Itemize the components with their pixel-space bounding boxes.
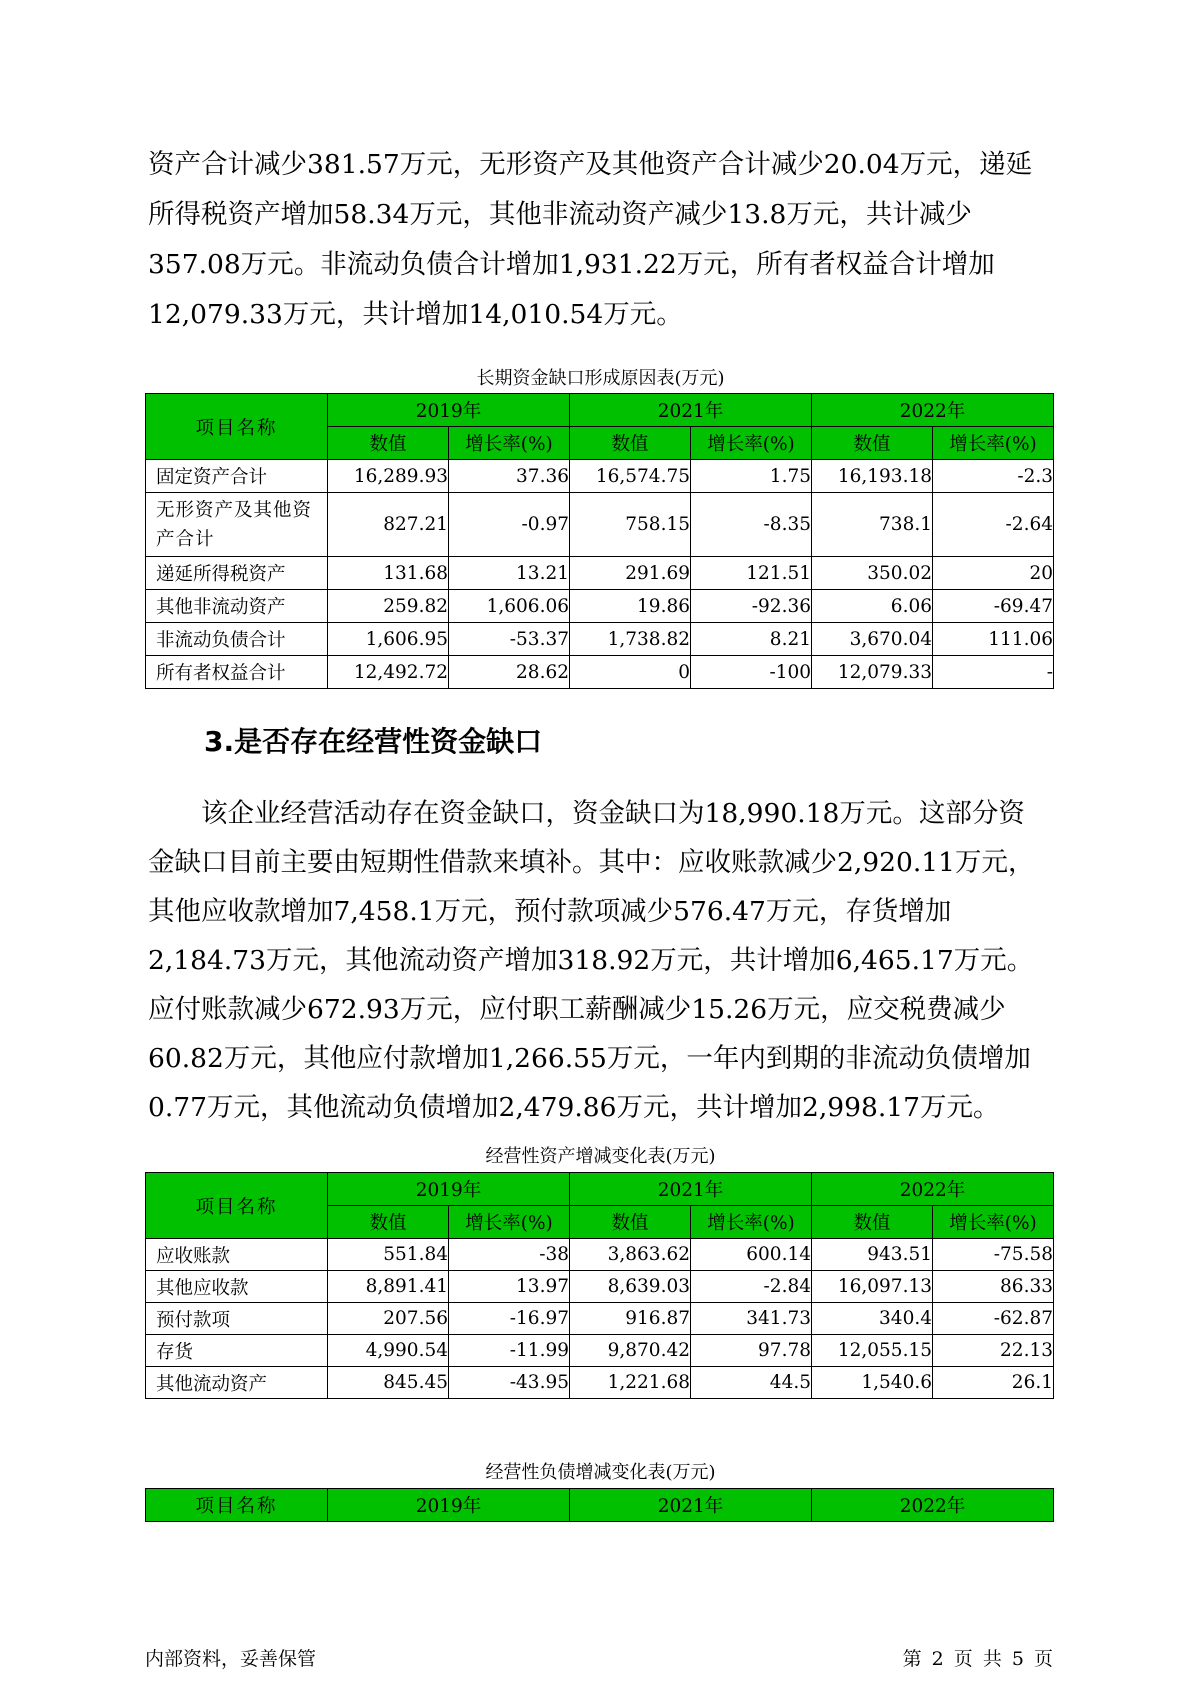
- value-cell: 350.02: [812, 557, 933, 590]
- growth-rate-header: 增长率(%): [449, 427, 570, 460]
- growth-rate-cell: -62.87: [933, 1303, 1054, 1335]
- growth-rate-cell: -16.97: [449, 1303, 570, 1335]
- growth-rate-cell: 37.36: [449, 460, 570, 493]
- row-item-name: 预付款项: [146, 1303, 328, 1335]
- body-line: 0.77万元，其他流动负债增加2,479.86万元，共计增加2,998.17万元。: [148, 1092, 1000, 1123]
- table2-caption: 经营性资产增减变化表(万元): [485, 1146, 716, 1167]
- growth-rate-cell: 97.78: [691, 1335, 812, 1367]
- growth-rate-cell: 20: [933, 557, 1054, 590]
- value-cell: 19.86: [570, 590, 691, 623]
- item-name-header: 项目名称: [146, 1173, 328, 1239]
- growth-rate-cell: 111.06: [933, 623, 1054, 656]
- year-header: 2022年: [812, 1489, 1054, 1522]
- table-row: [146, 1239, 1054, 1271]
- value-cell: 207.56: [328, 1303, 449, 1335]
- year-header: 2022年: [812, 394, 1054, 427]
- body-line: 金缺口目前主要由短期性借款来填补。其中：应收账款减少2,920.11万元，: [148, 847, 1035, 878]
- table-row: [146, 1303, 1054, 1335]
- table1-caption: 长期资金缺口形成原因表(万元): [476, 368, 725, 389]
- value-cell: 16,289.93: [328, 460, 449, 493]
- growth-rate-cell: -100: [691, 656, 812, 689]
- value-cell: 8,639.03: [570, 1271, 691, 1303]
- table-row: [146, 493, 1054, 557]
- growth-rate-cell: -2.64: [933, 493, 1054, 557]
- value-cell: 16,097.13: [812, 1271, 933, 1303]
- body-line: 该企业经营活动存在资金缺口，资金缺口为18,990.18万元。这部分资: [148, 798, 1025, 829]
- growth-rate-cell: 1,606.06: [449, 590, 570, 623]
- value-cell: 1,738.82: [570, 623, 691, 656]
- row-item-name: 存货: [146, 1335, 328, 1367]
- growth-rate-cell: 1.75: [691, 460, 812, 493]
- section-heading: 3.是否存在经营性资金缺口: [204, 725, 543, 758]
- growth-rate-cell: 26.1: [933, 1367, 1054, 1399]
- value-cell: 8,891.41: [328, 1271, 449, 1303]
- growth-rate-header: 增长率(%): [449, 1206, 570, 1239]
- intro-line: 357.08万元。非流动负债合计增加1,931.22万元，所有者权益合计增加: [148, 249, 995, 280]
- body-line: 应付账款减少672.93万元，应付职工薪酬减少15.26万元，应交税费减少: [148, 994, 1006, 1025]
- item-name-header: 项目名称: [146, 1489, 328, 1522]
- value-cell: 0: [570, 656, 691, 689]
- value-header: 数值: [328, 1206, 449, 1239]
- table2-body: [146, 1239, 1054, 1399]
- table2-operating-assets: [145, 1172, 1054, 1399]
- value-cell: 827.21: [328, 493, 449, 557]
- value-cell: 551.84: [328, 1239, 449, 1271]
- value-cell: 845.45: [328, 1367, 449, 1399]
- table-row: [146, 656, 1054, 689]
- row-item-name: 其他应收款: [146, 1271, 328, 1303]
- value-cell: 12,079.33: [812, 656, 933, 689]
- growth-rate-cell: -8.35: [691, 493, 812, 557]
- value-header: 数值: [570, 427, 691, 460]
- value-cell: 16,574.75: [570, 460, 691, 493]
- table-row: [146, 1367, 1054, 1399]
- year-header: 2019年: [328, 394, 570, 427]
- row-item-name: 固定资产合计: [146, 460, 328, 493]
- year-header: 2021年: [570, 394, 812, 427]
- value-cell: 3,670.04: [812, 623, 933, 656]
- growth-rate-cell: 341.73: [691, 1303, 812, 1335]
- table-row: [146, 1335, 1054, 1367]
- value-header: 数值: [812, 427, 933, 460]
- growth-rate-header: 增长率(%): [691, 1206, 812, 1239]
- value-header: 数值: [570, 1206, 691, 1239]
- growth-rate-cell: -11.99: [449, 1335, 570, 1367]
- growth-rate-cell: -2.84: [691, 1271, 812, 1303]
- growth-rate-cell: -92.36: [691, 590, 812, 623]
- body-line: 其他应收款增加7,458.1万元，预付款项减少576.47万元，存货增加: [148, 896, 952, 927]
- year-header: 2019年: [328, 1173, 570, 1206]
- growth-rate-cell: -0.97: [449, 493, 570, 557]
- value-cell: 1,606.95: [328, 623, 449, 656]
- row-item-name: 其他流动资产: [146, 1367, 328, 1399]
- value-cell: 12,055.15: [812, 1335, 933, 1367]
- value-cell: 9,870.42: [570, 1335, 691, 1367]
- value-cell: 12,492.72: [328, 656, 449, 689]
- row-item-name: 其他非流动资产: [146, 590, 328, 623]
- year-header: 2021年: [570, 1489, 812, 1522]
- value-cell: 340.4: [812, 1303, 933, 1335]
- growth-rate-cell: -38: [449, 1239, 570, 1271]
- table-row: [146, 557, 1054, 590]
- body-line: 2,184.73万元，其他流动资产增加318.92万元，共计增加6,465.17万元。: [148, 945, 1034, 976]
- value-cell: 4,990.54: [328, 1335, 449, 1367]
- growth-rate-cell: -75.58: [933, 1239, 1054, 1271]
- footer-confidential-note: 内部资料，妥善保管: [145, 1648, 317, 1670]
- value-cell: 738.1: [812, 493, 933, 557]
- table-row: [146, 590, 1054, 623]
- row-item-name: 应收账款: [146, 1239, 328, 1271]
- growth-rate-header: 增长率(%): [933, 1206, 1054, 1239]
- table1-long-term-funding-gap: [145, 393, 1054, 689]
- table1-body: [146, 460, 1054, 689]
- intro-line: 所得税资产增加58.34万元，其他非流动资产减少13.8万元，共计减少: [148, 199, 972, 230]
- footer-page-number: 第 2 页 共 5 页: [902, 1648, 1053, 1670]
- growth-rate-header: 增长率(%): [691, 427, 812, 460]
- item-name-header: 项目名称: [146, 394, 328, 460]
- value-cell: 3,863.62: [570, 1239, 691, 1271]
- growth-rate-cell: 600.14: [691, 1239, 812, 1271]
- value-cell: 1,540.6: [812, 1367, 933, 1399]
- table-row: [146, 1271, 1054, 1303]
- growth-rate-cell: -53.37: [449, 623, 570, 656]
- growth-rate-cell: -69.47: [933, 590, 1054, 623]
- growth-rate-cell: -: [933, 656, 1054, 689]
- value-cell: 291.69: [570, 557, 691, 590]
- year-header: 2019年: [328, 1489, 570, 1522]
- row-item-name: 非流动负债合计: [146, 623, 328, 656]
- table-row: [146, 623, 1054, 656]
- value-cell: 131.68: [328, 557, 449, 590]
- intro-line: 资产合计减少381.57万元，无形资产及其他资产合计减少20.04万元，递延: [148, 149, 1033, 180]
- growth-rate-cell: 13.21: [449, 557, 570, 590]
- row-item-name: 递延所得税资产: [146, 557, 328, 590]
- year-header: 2021年: [570, 1173, 812, 1206]
- growth-rate-header: 增长率(%): [933, 427, 1054, 460]
- table3-operating-liabilities: [145, 1488, 1054, 1522]
- value-cell: 758.15: [570, 493, 691, 557]
- value-cell: 916.87: [570, 1303, 691, 1335]
- growth-rate-cell: 86.33: [933, 1271, 1054, 1303]
- value-cell: 16,193.18: [812, 460, 933, 493]
- growth-rate-cell: -2.3: [933, 460, 1054, 493]
- table-row: [146, 460, 1054, 493]
- value-cell: 259.82: [328, 590, 449, 623]
- intro-line: 12,079.33万元，共计增加14,010.54万元。: [148, 299, 683, 330]
- body-line: 60.82万元，其他应付款增加1,266.55万元，一年内到期的非流动负债增加: [148, 1043, 1031, 1074]
- value-cell: 6.06: [812, 590, 933, 623]
- value-cell: 1,221.68: [570, 1367, 691, 1399]
- row-item-name: 所有者权益合计: [146, 656, 328, 689]
- year-header: 2022年: [812, 1173, 1054, 1206]
- value-header: 数值: [328, 427, 449, 460]
- table3-caption: 经营性负债增减变化表(万元): [485, 1462, 716, 1483]
- growth-rate-cell: 121.51: [691, 557, 812, 590]
- value-cell: 943.51: [812, 1239, 933, 1271]
- growth-rate-cell: 13.97: [449, 1271, 570, 1303]
- row-item-name: 无形资产及其他资产合计: [146, 493, 328, 557]
- growth-rate-cell: 22.13: [933, 1335, 1054, 1367]
- growth-rate-cell: 8.21: [691, 623, 812, 656]
- value-header: 数值: [812, 1206, 933, 1239]
- growth-rate-cell: -43.95: [449, 1367, 570, 1399]
- growth-rate-cell: 44.5: [691, 1367, 812, 1399]
- growth-rate-cell: 28.62: [449, 656, 570, 689]
